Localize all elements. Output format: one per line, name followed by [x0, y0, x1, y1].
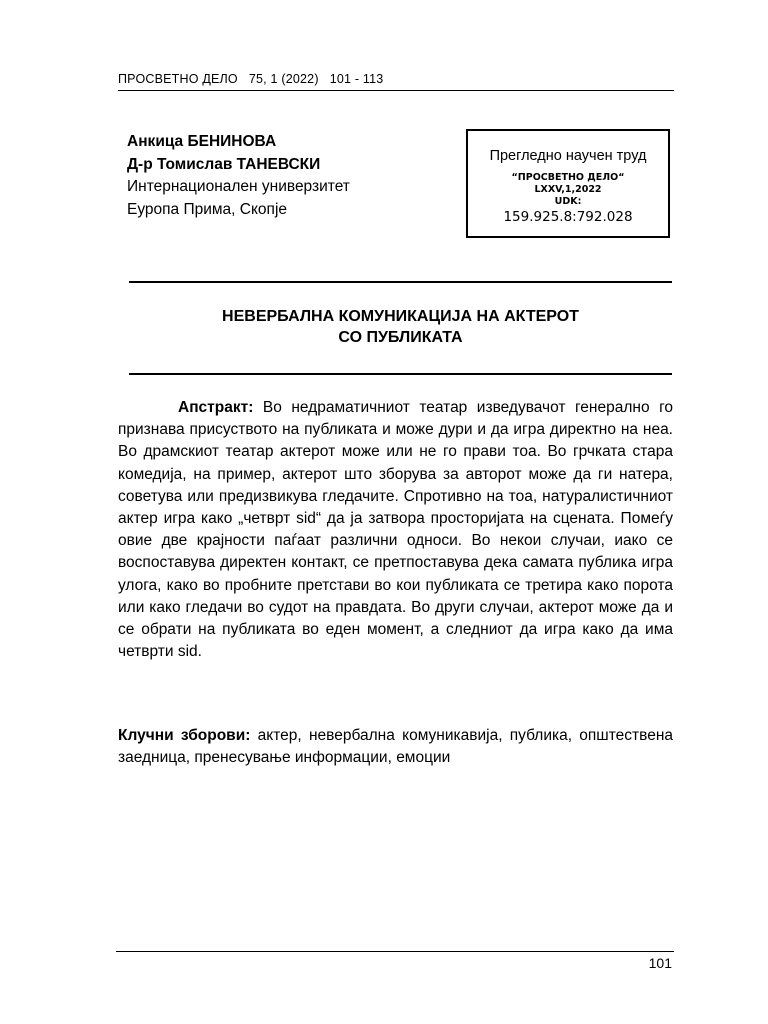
- page-number: 101: [648, 955, 672, 971]
- abstract-paragraph: [118, 397, 673, 663]
- udk-label: UDK:: [554, 196, 582, 207]
- author-name: Анкица БЕНИНОВА: [127, 133, 277, 150]
- abstract-label: Апстракт:: [178, 399, 254, 416]
- title-line: СО ПУБЛИКАТА: [338, 329, 463, 346]
- journal-volume: LXXV,1,2022: [534, 184, 602, 195]
- keywords-paragraph: [118, 725, 673, 769]
- author-name: Д-р Томислав ТАНЕВСКИ: [127, 155, 321, 173]
- abstract-text: Во недраматичниот театар изведувачот генерално го признава присуството на публиката и може дури и да игра директно на неа. Во драмскиот театар актерот може или не го прави тоа. Во грчката стара комедија, на пример, актерот што зборува за авторот може да ги натера, советува или предизвикува гледачите. Спротивно на тоа, натуралистичниот актер игра како „четврт ѕid“ да ја затвора просторијата на сцената. Помеѓу овие две крајности паѓаат различни односи. Во некои случаи, иако се воспоставува директен контакт, се претпоставува дека самата публика игра улога, како во пробните претстави во кои публиката се третира како порота или како гледачи во судот на правдата. Во други случаи, актерот може да и се обрати на публиката во еден момент, а следниот да игра како да има четврти ѕid.: [118, 399, 673, 661]
- title-divider-bottom: [129, 373, 672, 375]
- running-header: [118, 72, 674, 91]
- affiliation-line: Интернационален универзитет: [127, 178, 350, 195]
- article-title: [129, 306, 672, 348]
- author-block: [127, 131, 350, 221]
- affiliation-line: Еуропа Прима, Скопје: [127, 200, 288, 218]
- title-line: НЕВЕРБАЛНА КОМУНИКАЦИЈА НА АКТЕРОТ: [222, 308, 579, 325]
- keywords-text: актер, невербална комуникавија, публика, општествена заедница, пренесување информации, емоции: [118, 727, 673, 767]
- paper-type: Прегледно научен труд: [489, 148, 647, 164]
- keywords-label: Клучни зборови:: [118, 727, 251, 744]
- title-divider-top: [129, 281, 672, 283]
- footer-divider: [116, 951, 674, 952]
- classification-box: [466, 129, 670, 238]
- journal-name: “ПРОСВЕТНО ДЕЛО“: [511, 172, 625, 183]
- udk-code: 159.925.8:792.028: [503, 209, 633, 225]
- running-head-text: ПРОСВЕТНО ДЕЛО 75, 1 (2022) 101 - 113: [118, 72, 384, 86]
